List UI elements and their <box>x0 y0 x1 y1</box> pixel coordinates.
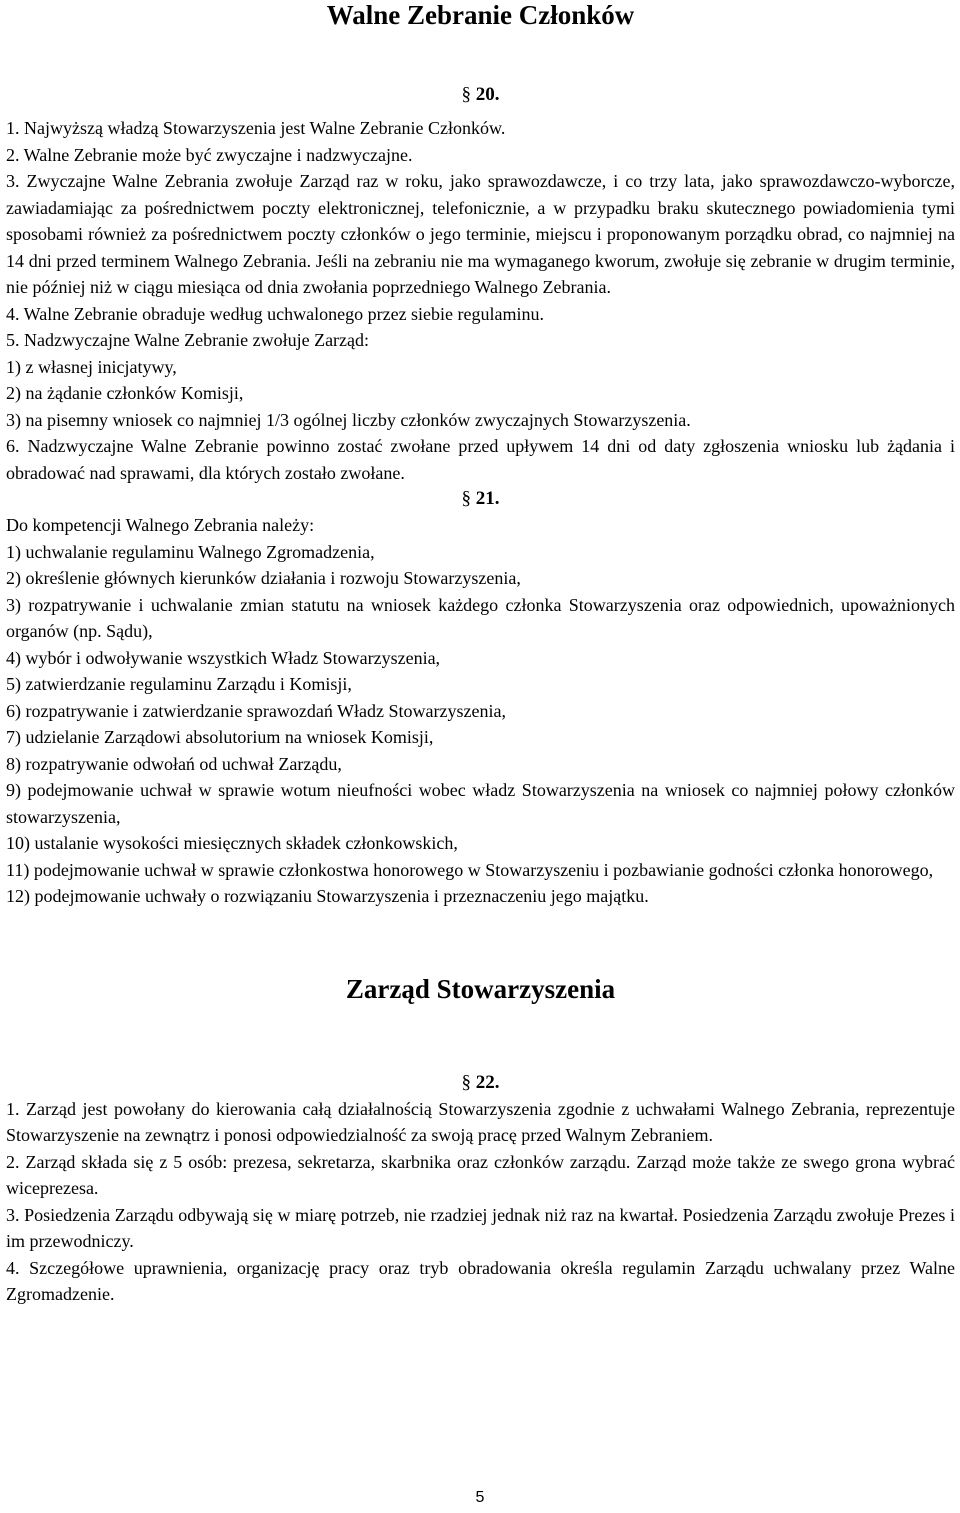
list-item: 3) rozpatrywanie i uchwalanie zmian statutu na wniosek każdego członka Stowarzyszenia oraz odpowiednich, upoważnionych organów (np. Sądu), <box>6 594 955 641</box>
list-item: 2. Zarząd składa się z 5 osób: prezesa, sekretarza, skarbnika oraz członków zarządu. Zarząd może także ze swego grona wybrać wiceprezesa. <box>6 1151 955 1198</box>
list-item: 1) z własnej inicjatywy, <box>6 356 177 377</box>
list-item: 3) na pisemny wniosek co najmniej 1/3 ogólnej liczby członków zwyczajnych Stowarzyszenia. <box>6 409 691 430</box>
list-item: 2. Walne Zebranie może być zwyczajne i nadzwyczajne. <box>6 144 413 165</box>
section-sign-icon: § <box>461 84 471 105</box>
paragraph-20-body <box>6 115 955 486</box>
paragraph-number-label: 22. <box>475 1071 500 1093</box>
section-heading-walne-zebranie: Walne Zebranie Członków <box>326 0 635 30</box>
list-item: 4) wybór i odwoływanie wszystkich Władz Stowarzyszenia, <box>6 647 441 668</box>
paragraph-22-body <box>6 1096 955 1308</box>
list-item: 5. Nadzwyczajne Walne Zebranie zwołuje Zarząd: <box>6 330 370 350</box>
section-sign-icon: § <box>461 1071 471 1093</box>
document-page <box>6 0 955 1308</box>
list-item: 7) udzielanie Zarządowi absolutorium na wniosek Komisji, <box>6 727 434 747</box>
list-item: Do kompetencji Walnego Zebrania należy: <box>6 515 315 535</box>
paragraph-21-body <box>6 512 955 910</box>
list-item: 1. Zarząd jest powołany do kierowania całą działalnością Stowarzyszenia zgodnie z uchwałami Walnego Zebrania, reprezentuje Stowarzyszenie na zewnątrz i ponosi odpowiedzialność za swoją pracę przed Walnym Zebraniem. <box>6 1098 955 1145</box>
list-item: 6) rozpatrywanie i zatwierdzanie sprawozdań Władz Stowarzyszenia, <box>6 700 506 721</box>
list-item: 6. Nadzwyczajne Walne Zebranie powinno zostać zwołane przed upływem 14 dni od daty zgłoszenia wniosku lub żądania i obradować nad sprawami, dla których zostało zwołane. <box>6 436 955 483</box>
list-item: 4. Szczegółowe uprawnienia, organizację pracy oraz tryb obradowania określa regulamin Zarządu uchwalany przez Walne Zgromadzenie. <box>6 1257 955 1304</box>
list-item: 12) podejmowanie uchwały o rozwiązaniu Stowarzyszenia i przeznaczeniu jego majątku. <box>6 886 649 906</box>
page-number: 5 <box>475 1489 485 1506</box>
list-item: 1) uchwalanie regulaminu Walnego Zgromadzenia, <box>6 541 375 562</box>
list-item: 11) podejmowanie uchwał w sprawie członkostwa honorowego w Stowarzyszeniu i pozbawianie godności członka honorowego, <box>6 859 934 880</box>
section-heading-zarzad: Zarząd Stowarzyszenia <box>345 973 616 1004</box>
list-item: 1. Najwyższą władzą Stowarzyszenia jest Walne Zebranie Członków. <box>6 118 506 138</box>
list-item: 8) rozpatrywanie odwołań od uchwał Zarządu, <box>6 753 342 774</box>
list-item: 9) podejmowanie uchwał w sprawie wotum nieufności wobec władz Stowarzyszenia na wniosek co najmniej połowy członków stowarzyszenia, <box>6 780 955 827</box>
paragraph-number-label: 21. <box>475 488 500 509</box>
list-item: 3. Posiedzenia Zarządu odbywają się w miarę potrzeb, nie rzadziej jednak niż raz na kwartał. Posiedzenia Zarządu zwołuje Prezes i im przewodniczy. <box>6 1204 955 1251</box>
list-item: 2) na żądanie członków Komisji, <box>6 383 244 403</box>
list-item: 10) ustalanie wysokości miesięcznych składek członkowskich, <box>6 833 458 853</box>
paragraph-number-22 <box>6 1070 955 1096</box>
list-item: 3. Zwyczajne Walne Zebrania zwołuje Zarząd raz w roku, jako sprawozdawcze, i co trzy lata, jako sprawozdawczo-wyborcze, zawiadamiając za pośrednictwem poczty elektronicznej, telefonicznie, a w przypadku braku skutecznego powiadomienia tymi sposobami również za pośrednictwem poczty członków o jego terminie, miejscu i proponowanym porządku obrad, co najmniej na 14 dni przed terminem Walnego Zebrania. Jeśli na zebraniu nie ma wymaganego kworum, zwołuje się zebranie w drugim terminie, nie później niż w ciągu miesiąca od dnia zwołania poprzedniego Walnego Zebrania. <box>6 171 955 297</box>
list-item: 4. Walne Zebranie obraduje według uchwalonego przez siebie regulaminu. <box>6 303 545 324</box>
paragraph-number-label: 20. <box>475 84 500 105</box>
list-item: 5) zatwierdzanie regulaminu Zarządu i Komisji, <box>6 674 352 694</box>
list-item: 2) określenie głównych kierunków działania i rozwoju Stowarzyszenia, <box>6 568 521 588</box>
paragraph-number-20 <box>6 82 955 108</box>
paragraph-number-21 <box>6 486 955 512</box>
section-sign-icon: § <box>461 488 471 509</box>
